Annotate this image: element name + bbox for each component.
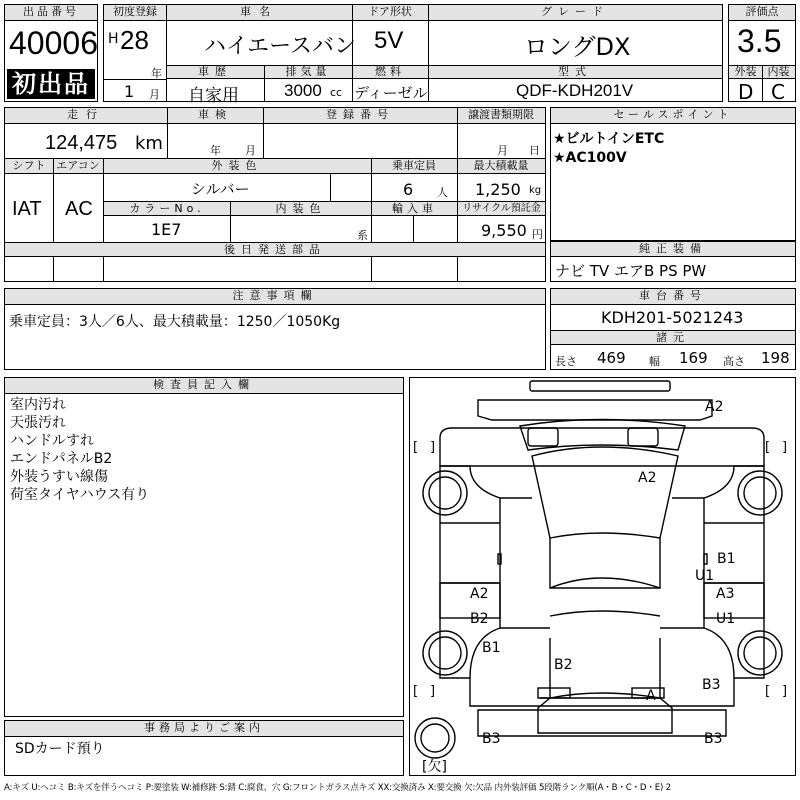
remark-line: エンドパネルB2 [10, 451, 113, 467]
exterior-color-label: 外装色 [103, 159, 371, 174]
door-type: 5V [374, 27, 404, 54]
interior-color-label: 内装色 [231, 202, 371, 216]
transfer-month-unit: 月 [497, 144, 508, 157]
color-no: 1E7 [151, 220, 182, 239]
height-label: 高さ [723, 355, 745, 368]
width: 169 [679, 349, 708, 367]
notes-text: 乗車定員：3人／6人、最大積載量：1250／1050Kg [9, 314, 341, 330]
max-load-label: 最大積載量 [457, 159, 545, 174]
reg-year: 28 [120, 25, 149, 55]
year-unit: 年 [151, 67, 162, 80]
era: H [108, 31, 119, 47]
sales-point-1: ★ビルトインETC [553, 131, 665, 147]
damage-mark-right-door: B1 [717, 551, 736, 567]
inspector-remarks-box [4, 377, 404, 717]
length: 469 [597, 349, 626, 367]
car-name: ハイエースバン [204, 34, 357, 59]
grade-label: グレード [428, 5, 722, 21]
length-label: 長さ [555, 355, 577, 368]
max-load-unit: kg [529, 185, 542, 196]
fuel: ディーゼル [354, 84, 428, 102]
missing-spare-tire: [欠] [422, 759, 447, 775]
displacement-label: 排気量 [264, 65, 352, 79]
damage-mark-body: A2 [638, 470, 657, 486]
model-label: 型式 [428, 65, 722, 79]
damage-mark-right-panel: A3 [716, 586, 735, 602]
reg-no-label: 登録番号 [263, 108, 457, 124]
recycle-fee: 9,550 [481, 221, 527, 240]
damage-mark-right-rear: B3 [702, 677, 721, 693]
interior-color-suffix: 系 [357, 229, 368, 242]
transfer-label: 譲渡書類期限 [457, 108, 545, 124]
damage-mark-right-door: U1 [695, 568, 715, 584]
insp-year-unit: 年 [210, 144, 221, 157]
genuine-equipment: ナビ TV エアB PS PW [555, 262, 707, 280]
remark-line: 外装うすい線傷 [10, 469, 108, 485]
shift: IAT [12, 198, 42, 220]
score: 3.5 [737, 23, 782, 59]
notes-label: 注意事項欄 [5, 289, 545, 305]
chassis-box [550, 288, 796, 370]
sales-points-box [550, 107, 796, 241]
history-label: 車歴 [166, 65, 264, 79]
history: 自家用 [188, 86, 239, 106]
damage-mark-left-panel: A2 [470, 586, 489, 602]
bracket-open: [ [413, 684, 419, 699]
inspector-label: 検査員記入欄 [5, 378, 403, 394]
first-reg-label: 初度登録 [104, 5, 166, 21]
exterior-color: シルバー [191, 180, 250, 198]
damage-diagram [409, 377, 796, 776]
bracket-open: [ [765, 684, 771, 699]
score-box [728, 4, 796, 102]
info-grid [4, 107, 546, 282]
inspection-label: 車検 [167, 108, 263, 124]
reg-month: 1 [124, 82, 135, 101]
chassis-number: KDH201-5021243 [601, 308, 744, 327]
bracket-open: [ [765, 440, 771, 455]
office-notice-label: 事務局よりご案内 [5, 721, 403, 737]
bracket-open: [ [413, 440, 419, 455]
displacement-unit: cc [330, 86, 343, 99]
genuine-equipment-label: 純正装備 [551, 242, 795, 257]
ext-grade: D [738, 80, 754, 104]
int-grade: C [771, 80, 785, 104]
office-notice-box [4, 720, 404, 776]
specs-label: 諸元 [551, 330, 795, 345]
door-label: ドア形状 [352, 5, 428, 21]
ac-label: エアコン [53, 159, 103, 174]
color-no-label: カラーNo. [104, 202, 230, 216]
remark-line: ハンドルすれ [10, 433, 94, 449]
aircon: AC [65, 198, 93, 220]
damage-mark-right-panel: U1 [716, 611, 736, 627]
shift-label: シフト [5, 159, 53, 174]
remark-line: 荷室タイヤハウス有り [10, 487, 150, 503]
mileage-unit: km [135, 133, 163, 154]
car-name-label: 車名 [166, 5, 352, 21]
capacity-label: 乗車定員 [371, 159, 457, 174]
score-label: 評価点 [729, 5, 795, 21]
insp-month-unit: 月 [245, 144, 256, 157]
lot-number-label: 出品番号 [5, 5, 97, 21]
damage-mark-rear-bumper: B3 [482, 731, 501, 747]
sales-point-2: ★AC100V [553, 150, 627, 166]
later-parts-label: 後日発送部品 [5, 243, 545, 257]
ext-label: 外装 [729, 65, 762, 79]
lot-number-box [4, 4, 98, 102]
width-label: 幅 [649, 355, 660, 368]
fuel-label: 燃料 [352, 65, 428, 79]
remark-line: 室内汚れ [10, 397, 66, 413]
month-unit: 月 [149, 88, 160, 101]
lot-number: 40006 [9, 25, 98, 61]
bracket-close: ] [430, 440, 436, 455]
height: 198 [761, 349, 790, 367]
vehicle-header [103, 4, 723, 106]
sales-points-label: セールスポイント [551, 108, 795, 124]
legend: A:キズ U:ヘコミ B:キズを伴うヘコミ P:要塗装 W:補修跡 S:錆 C:腐食、穴 G:フロントガラス点キズ XX:交換済み X:要交換 欠:欠品 内外装評価 5段階ランク順(A・B・C・D・E) 2 [4, 783, 671, 793]
bracket-close: ] [782, 684, 788, 699]
notes-box [4, 288, 546, 370]
bracket-close: ] [782, 440, 788, 455]
damage-mark-roof: A2 [705, 399, 724, 415]
grade: ロングDX [524, 33, 631, 61]
chassis-label: 車台番号 [551, 289, 795, 305]
damage-mark-rear-bumper: B3 [704, 731, 723, 747]
damage-mark-rear-light: A [646, 688, 656, 704]
recycle-unit: 円 [532, 228, 543, 241]
model-code: QDF-KDH201V [516, 81, 634, 100]
recycle-label: リサイクル預託金 [458, 202, 545, 216]
inspector-lines [10, 396, 149, 504]
remark-line: 天張汚れ [10, 415, 66, 431]
mileage-label: 走行 [5, 108, 167, 124]
transfer-day-unit: 日 [529, 144, 540, 157]
capacity: 6 [403, 180, 414, 199]
vehicle-outline-diagram [410, 378, 795, 775]
import-label: 輸入車 [372, 202, 457, 216]
int-label: 内装 [762, 65, 795, 79]
bracket-close: ] [430, 684, 436, 699]
damage-mark-left-wheel: B1 [482, 640, 501, 656]
genuine-equipment-box [550, 241, 796, 282]
first-listing-badge: 初出品 [7, 69, 95, 99]
office-notice-text: SDカード預り [15, 741, 105, 757]
mileage: 124,475 [45, 132, 118, 154]
damage-mark-rear: B2 [554, 657, 573, 673]
displacement: 3000 [284, 81, 322, 100]
max-load: 1,250 [475, 180, 521, 199]
capacity-unit: 人 [437, 186, 448, 199]
damage-mark-left-panel: B2 [470, 611, 489, 627]
